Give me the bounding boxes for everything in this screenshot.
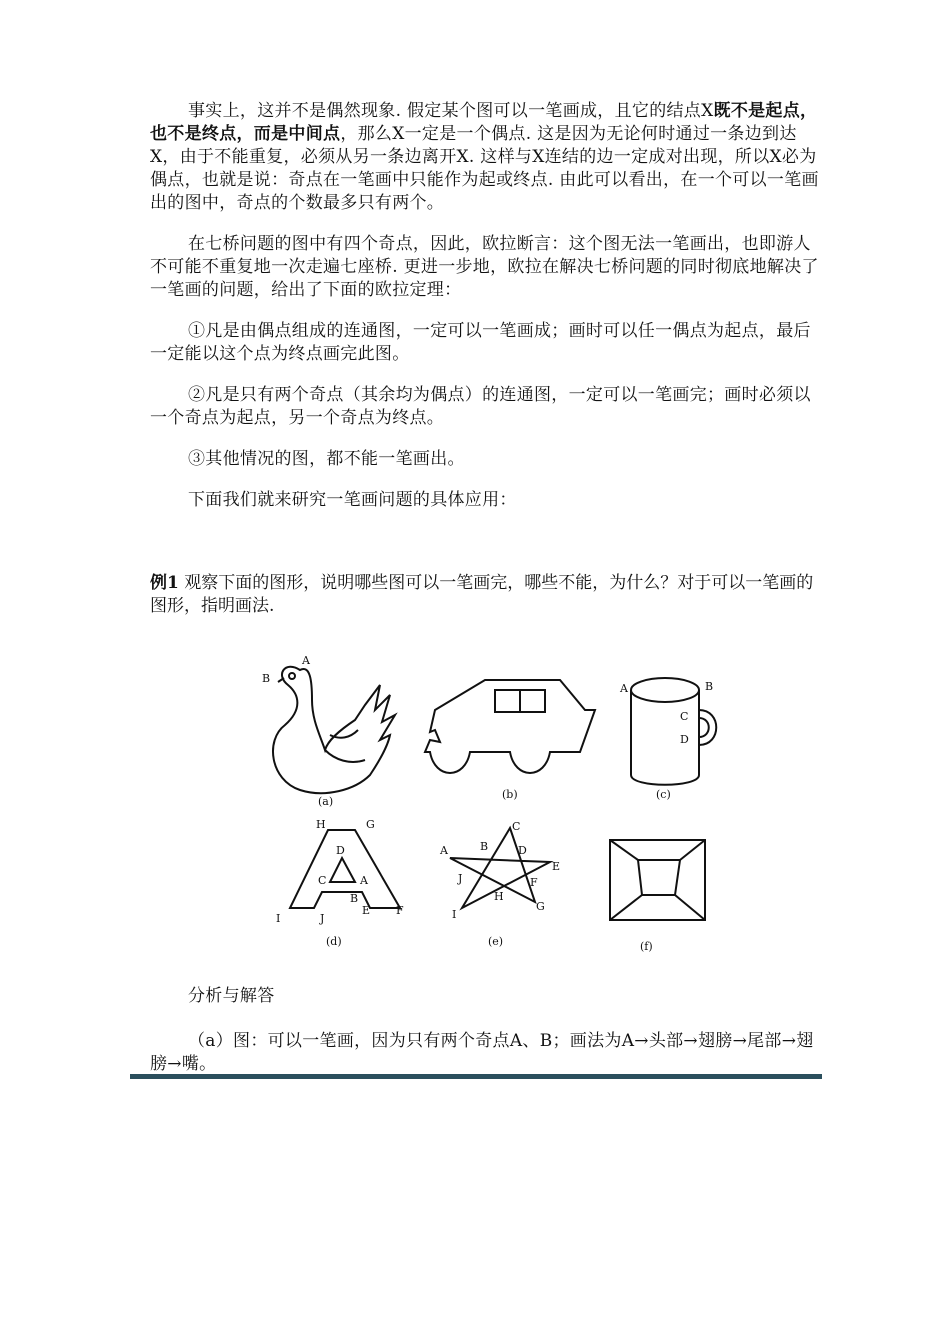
star-label-c: C xyxy=(512,820,521,833)
a-label-g: G xyxy=(366,818,375,831)
figure-a-swan xyxy=(273,667,395,793)
para1-bold-text: 既不是起点，也不是终点，而是中间点 xyxy=(150,101,818,144)
paragraph-seven-bridges: 在七桥问题的图中有四个奇点，因此，欧拉断言：这个图无法一笔画出，也即游人不可能不重复地一次走遍七座桥. 更进一步地，欧拉在解决七桥问题的同时彻底地解决了一笔画的问题，给出了下面的欧拉定理： xyxy=(150,234,819,300)
cup-label-b: B xyxy=(705,680,714,693)
star-label-h: H xyxy=(494,890,504,903)
a-label-c: C xyxy=(318,874,327,887)
a-label-d: D xyxy=(336,844,345,857)
theorem-1: ①凡是由偶点组成的连通图，一定可以一笔画成；画时可以任一偶点为起点，最后一定能以这个点为终点画完此图。 xyxy=(150,321,811,364)
theorem-2: ②凡是只有两个奇点（其余均为偶点）的连通图，一定可以一笔画完；画时必须以一个奇点为起点，另一个奇点为终点。 xyxy=(150,385,811,428)
star-label-d: D xyxy=(518,844,527,857)
answer-a: （a）图：可以一笔画，因为只有两个奇点A、B；画法为A→头部→翅膀→尾部→翅膀→嘴。 xyxy=(150,1031,814,1074)
a-label-j: J xyxy=(320,912,325,925)
cup-label-c: C xyxy=(680,710,689,723)
example-1-heading xyxy=(150,572,822,618)
figure-c-cup xyxy=(631,678,716,785)
a-label-e: E xyxy=(362,904,371,917)
star-label-e: E xyxy=(552,860,561,873)
a-label-i: I xyxy=(276,912,281,925)
caption-c: (c) xyxy=(656,788,671,801)
example-question: 观察下面的图形，说明哪些图可以一笔画完，哪些不能，为什么？对于可以一笔画的图形，指明画法. xyxy=(150,573,814,616)
swan-label-a: A xyxy=(302,654,310,667)
caption-d: (d) xyxy=(326,935,342,948)
star-label-b: B xyxy=(480,840,489,853)
caption-f: (f) xyxy=(640,940,653,953)
lead-sentence: 下面我们就来研究一笔画问题的具体应用： xyxy=(188,490,517,510)
para1-text-a: 事实上，这并不是偶然现象. 假定某个图可以一笔画成，且它的结点X xyxy=(188,101,714,121)
star-label-f: F xyxy=(530,876,538,889)
star-label-i: I xyxy=(452,908,457,921)
theorem-3: ③其他情况的图，都不能一笔画出。 xyxy=(188,449,465,469)
star-label-j: J xyxy=(458,872,463,885)
figures-panel xyxy=(240,640,740,960)
example-label: 例1 xyxy=(150,573,179,593)
document-body xyxy=(150,100,822,512)
a-label-f: F xyxy=(396,904,404,917)
para1-text-c: ，那么X一定是一个偶点. 这是因为无论何时通过一条边到达X，由于不能重复，必须从另一条边离开X. 这样与X连结的边一定成对出现，所以X必为偶点，也就是说：奇点在一笔画中只能作为起或终点. 由此可以看出，在一个可以一笔画出的图中，奇点的个数最多只有两个。 xyxy=(150,124,819,213)
figure-d-letter-a xyxy=(290,830,400,908)
a-label-b: B xyxy=(350,892,359,905)
star-label-a: A xyxy=(440,844,448,857)
analysis-title: 分析与解答 xyxy=(188,986,275,1006)
figure-b-car xyxy=(425,680,595,773)
cup-label-d: D xyxy=(680,733,689,746)
cup-label-a: A xyxy=(620,682,628,695)
a-label-h: H xyxy=(316,818,326,831)
figures-svg xyxy=(240,640,740,960)
swan-label-b: B xyxy=(262,672,271,685)
analysis-section xyxy=(150,985,822,1076)
figure-f-frame xyxy=(610,840,705,920)
caption-a: (a) xyxy=(318,795,334,808)
caption-b: (b) xyxy=(502,788,518,801)
caption-e: (e) xyxy=(488,935,504,948)
star-label-g: G xyxy=(536,900,545,913)
a-label-a: A xyxy=(360,874,368,887)
horizontal-rule xyxy=(130,1074,822,1079)
paragraph-odd-points xyxy=(150,100,822,215)
